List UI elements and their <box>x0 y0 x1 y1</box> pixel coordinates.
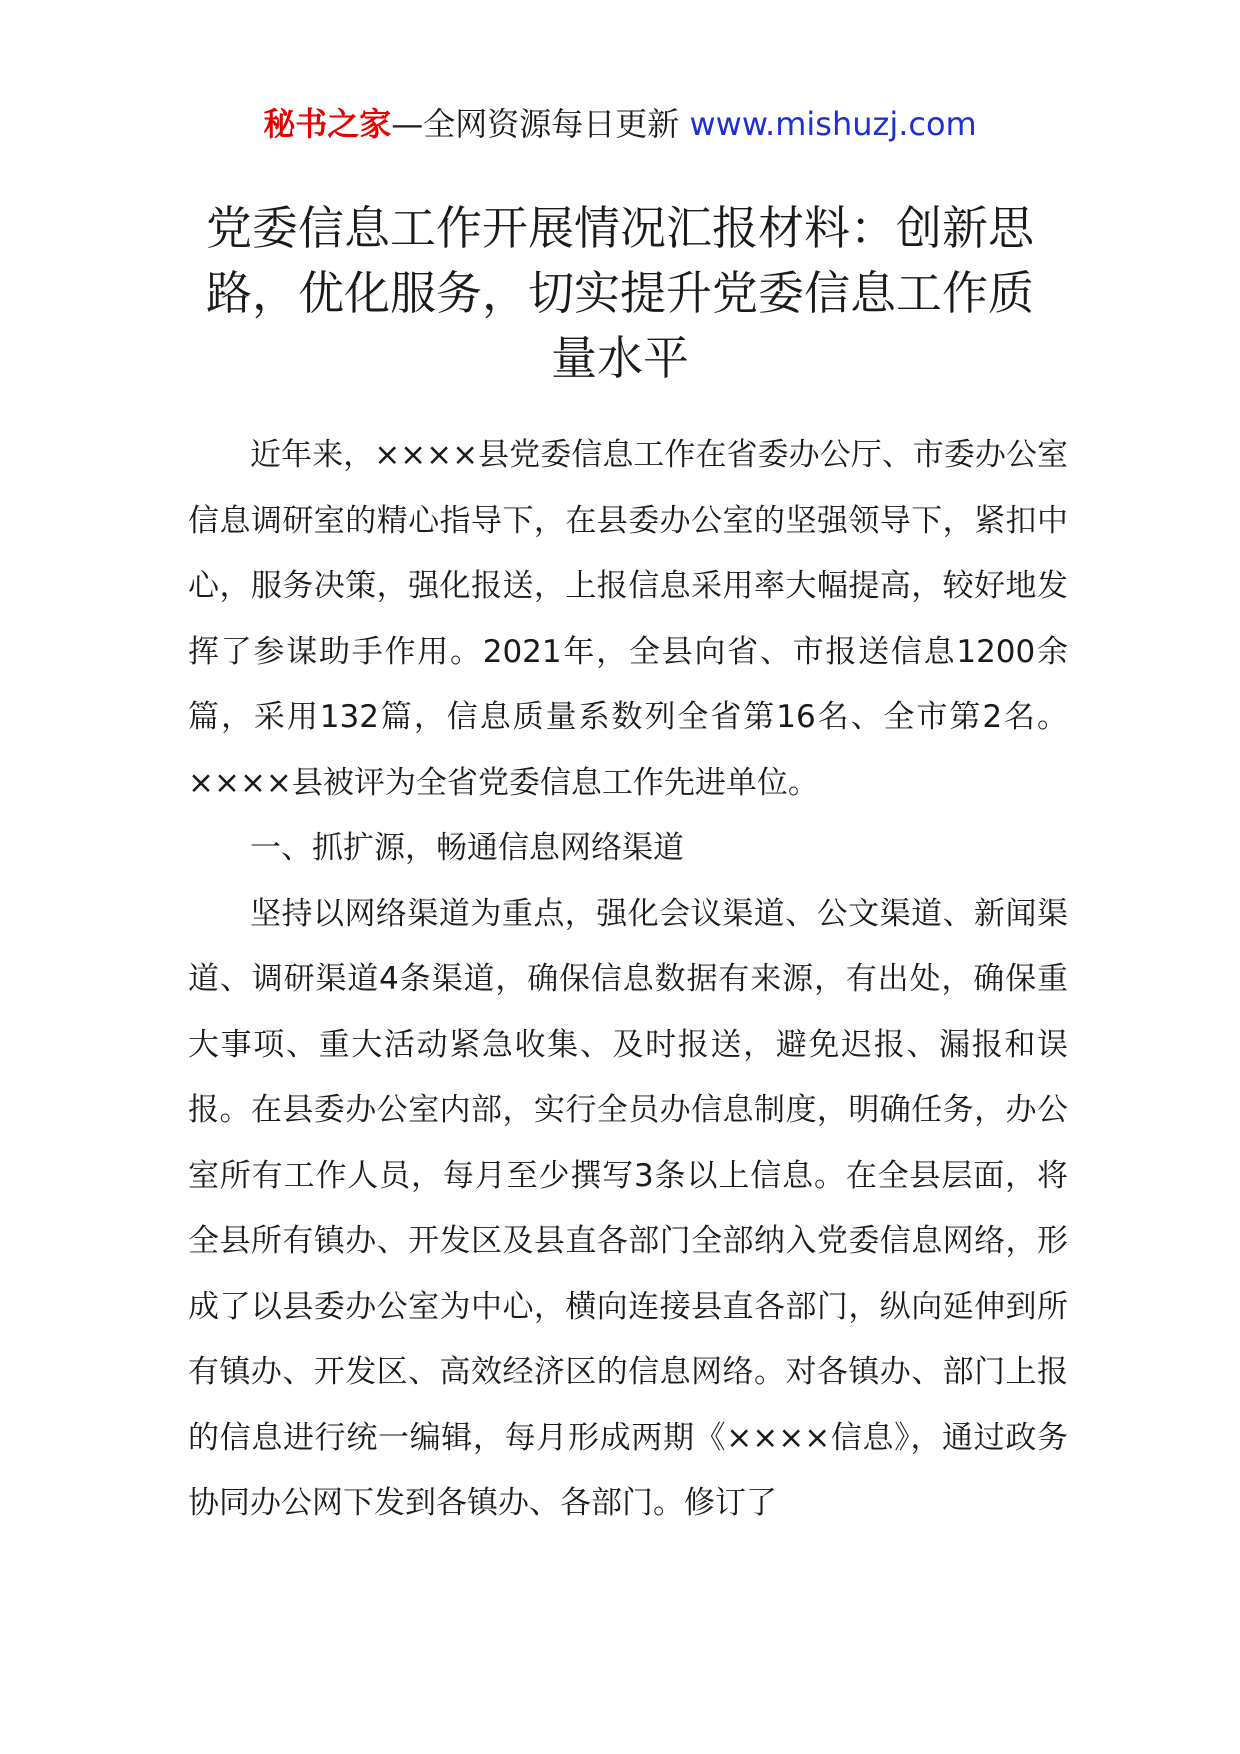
site-url[interactable]: www.mishuzj.com <box>689 105 977 143</box>
section-heading: 一、抓扩源，畅通信息网络渠道 <box>250 830 684 866</box>
paragraph-body: 坚持以网络渠道为重点，强化会议渠道、公文渠道、新闻渠道、调研渠道4条渠道，确保信息数据有来源，有出处，确保重大事项、重大活动紧急收集、及时报送，避免迟报、漏报和误报。在县委办公室内部，实行全员办信息制度，明确任务，办公室所有工作人员，每月至少撰写3条以上信息。在全县层面，将全县所有镇办、开发区及县直各部门全部纳入党委信息网络，形成了以县委办公室为中心，横向连接县直各部门，纵向延伸到所有镇办、开发区、高效经济区的信息网络。对各镇办、部门上报的信息进行统一编辑，每月形成两期《××××信息》，通过政务协同办公网下发到各镇办、各部门。修订了 <box>188 895 1068 1521</box>
paragraph-intro: 近年来，××××县党委信息工作在省委办公厅、市委办公室信息调研室的精心指导下，在县委办公室的坚强领导下，紧扣中心，服务决策，强化报送，上报信息采用率大幅提高，较好地发挥了参谋助手作用。2021年，全县向省、市报送信息1200余篇，采用132篇，信息质量系数列全省第16名、全市第2名。××××县被评为全省党委信息工作先进单位。 <box>188 437 1068 801</box>
document-title: 党委信息工作开展情况汇报材料：创新思路，优化服务，切实提升党委信息工作质量水平 <box>206 201 1034 385</box>
brand-name: 秘书之家 <box>263 105 392 143</box>
header-tagline: —全网资源每日更新 <box>391 105 690 143</box>
document-body <box>188 423 1068 1537</box>
page-header <box>0 100 1240 148</box>
